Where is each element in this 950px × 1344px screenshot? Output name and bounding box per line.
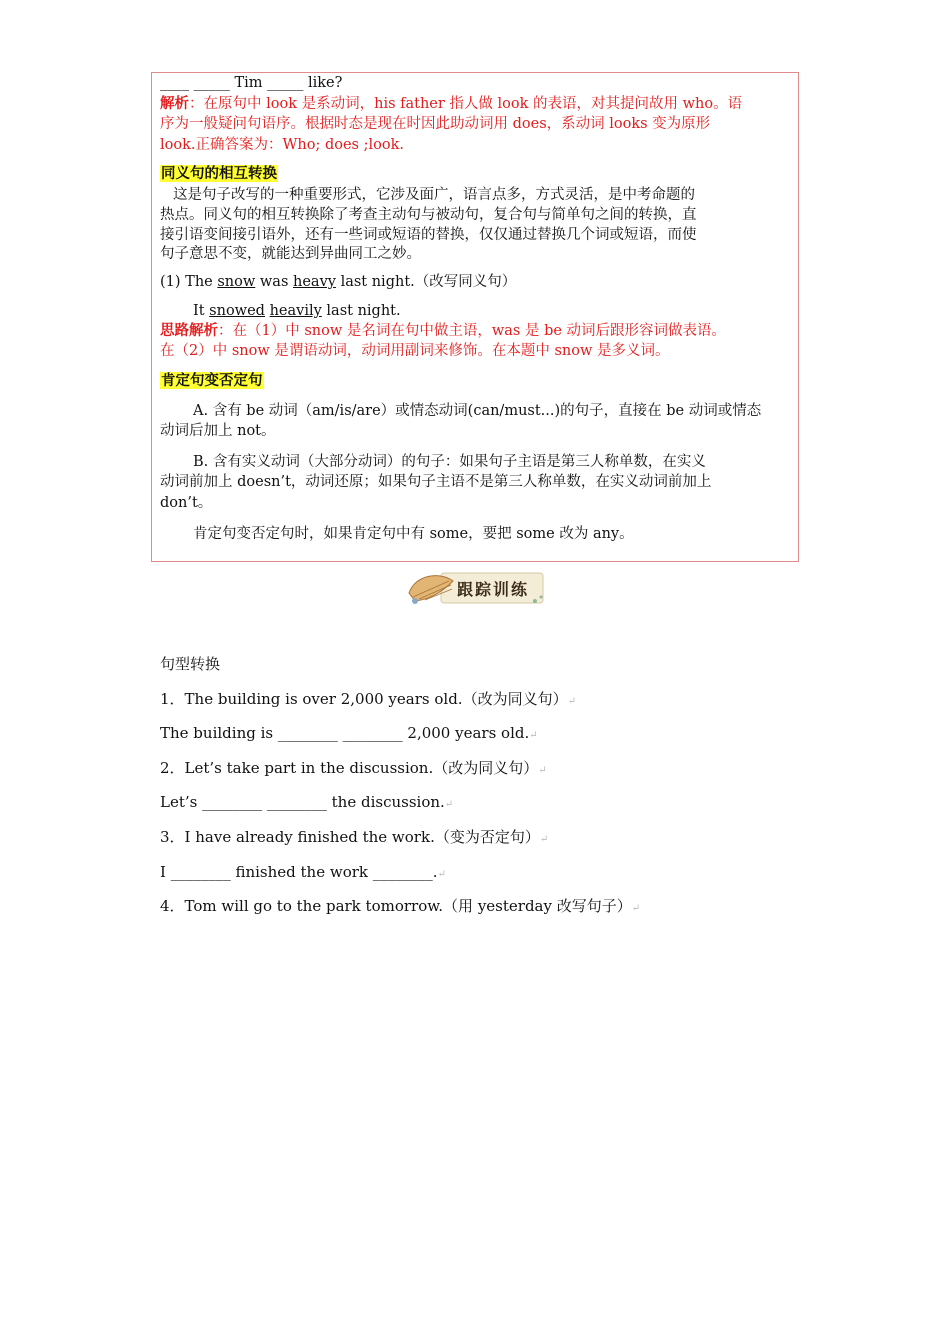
rewrite-r3: heavily <box>269 303 322 319</box>
question-line: ____ _____ Tim _____ like? <box>160 75 343 91</box>
note-line: 肯定句变否定句时，如果肯定句中有 some，要把 some 改为 any。 <box>193 526 634 542</box>
analysis-label: 解析 <box>160 95 189 112</box>
ruleA-line-1: A. 含有 be 动词（am/is/are）或情态动词(can/must...)的句子，直接在 be 动词或情态 <box>193 403 762 419</box>
example-w4: heavy <box>293 274 336 290</box>
exercise-a2 <box>160 792 453 815</box>
negative-heading: 肯定句变否定句 <box>161 372 263 389</box>
analysis-line-3: look.正确答案为：Who; does ;look. <box>160 137 404 153</box>
synonym-heading-row <box>160 164 278 184</box>
exercise-q4 <box>160 896 640 919</box>
q4-text: 4．Tom will go to the park tomorrow.（用 yesterday 改写句子） <box>160 897 632 915</box>
q3-text: 3．I have already finished the work.（变为否定句） <box>160 828 540 846</box>
ruleB-line-2: 动词前加上 doesn’t，动词还原；如果句子主语不是第三人称单数，在实义动词前加上 <box>160 474 712 490</box>
paragraph-mark: ↵ <box>567 696 576 707</box>
thinking-line-1 <box>160 321 726 341</box>
q2-text: 2．Let’s take part in the discussion.（改为同义句） <box>160 759 539 777</box>
section-banner <box>405 567 547 609</box>
example-w5: last night.（改写同义句） <box>340 274 517 290</box>
paragraph-mark: ↵ <box>529 730 538 741</box>
a2-text: Let’s ________ ________ the discussion. <box>160 793 445 811</box>
a3-text: I ________ finished the work ________. <box>160 863 438 881</box>
exercise-heading: 句型转换 <box>160 655 221 673</box>
exercise-q1 <box>160 689 576 712</box>
para1-line-1: 这是句子改写的一种重要形式，它涉及面广，语言点多，方式灵活，是中考命题的 <box>173 187 695 203</box>
banner-title: 跟踪训练 <box>457 580 530 599</box>
ruleB-line-1: B. 含有实义动词（大部分动词）的句子：如果句子主语是第三人称单数，在实义 <box>193 454 706 470</box>
thinking-label: 思路解析 <box>160 322 218 339</box>
para1-line-4: 句子意思不变，就能达到异曲同工之妙。 <box>160 246 421 262</box>
a1-text: The building is ________ ________ 2,000 years old. <box>160 724 530 742</box>
example-num: (1) <box>160 274 181 290</box>
example-rewrite <box>193 301 401 321</box>
example-w3: was <box>259 274 289 290</box>
exercise-q3 <box>160 827 548 850</box>
paragraph-mark: ↵ <box>437 869 446 880</box>
example-w2: snow <box>217 274 256 290</box>
example-w1: The <box>185 274 213 290</box>
para1-line-3: 接引语变间接引语外，还有一些词或短语的替换，仅仅通过替换几个词或短语，而使 <box>160 227 697 243</box>
paragraph-mark: ↵ <box>631 903 641 914</box>
rewrite-r2: snowed <box>209 303 265 319</box>
ruleB-line-3: don’t。 <box>160 495 213 511</box>
analysis-text-1: ：在原句中 look 是系动词，his father 指人做 look 的表语，对其提问故用 who。语 <box>189 96 743 112</box>
example-original <box>160 272 516 292</box>
exercise-a3 <box>160 862 446 885</box>
para1-line-2: 热点。同义句的相互转换除了考查主动句与被动句，复合句与简单句之间的转换，直 <box>160 207 697 223</box>
rewrite-r1: It <box>193 303 205 319</box>
paragraph-mark: ↵ <box>539 834 549 845</box>
analysis-line-1 <box>160 94 742 114</box>
thinking-text-1: ：在（1）中 snow 是名词在句中做主语，was 是 be 动词后跟形容词做表语。 <box>218 323 727 339</box>
analysis-line-2: 序为一般疑问句语序。根据时态是现在时因此助动词用 does，系动词 looks 变为原形 <box>160 116 711 132</box>
exercise-a1 <box>160 723 538 746</box>
q1-text: 1．The building is over 2,000 years old.（改为同义句） <box>160 690 568 708</box>
synonym-heading: 同义句的相互转换 <box>161 165 277 182</box>
paragraph-mark: ↵ <box>444 799 454 810</box>
negative-heading-row <box>160 371 264 391</box>
ruleA-line-2: 动词后加上 not。 <box>160 423 276 439</box>
exercise-q2 <box>160 758 547 781</box>
paragraph-mark: ↵ <box>538 765 547 776</box>
rewrite-r4: last night. <box>326 303 401 319</box>
thinking-line-2: 在（2）中 snow 是谓语动词，动词用副词来修饰。在本题中 snow 是多义词。 <box>160 343 670 359</box>
